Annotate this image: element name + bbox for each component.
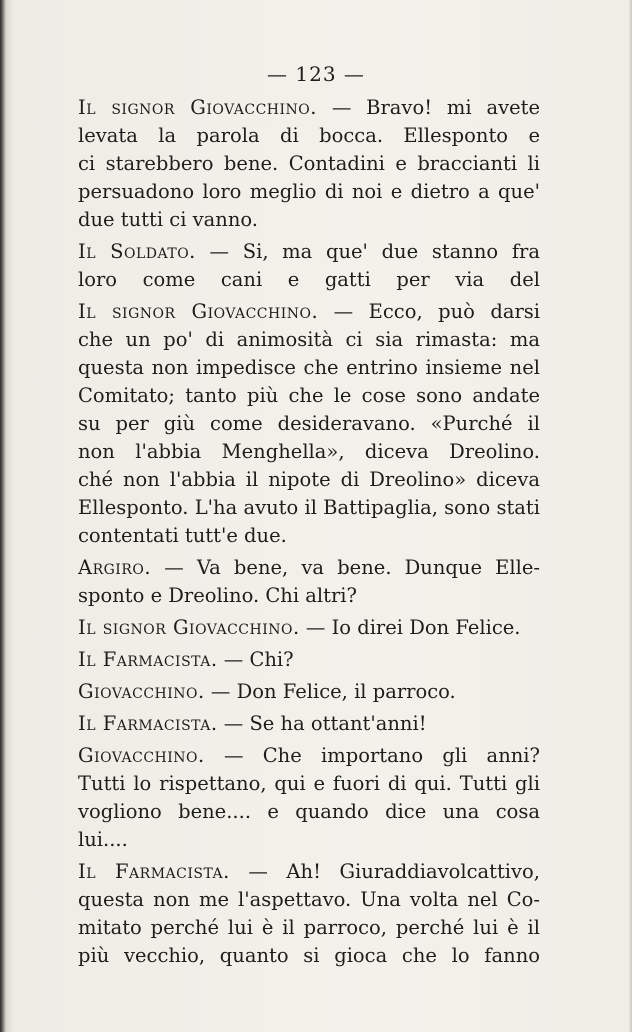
text-line [78, 710, 540, 738]
text-line: due tutti ci vanno. [78, 208, 258, 231]
text-line [78, 94, 540, 122]
speaker-name: Giovacchino. [78, 680, 205, 703]
text-line [78, 678, 540, 706]
speaker-name: Il signor Giovacchino. [78, 96, 317, 119]
dialogue-paragraph [78, 858, 540, 970]
dialogue-paragraph [78, 238, 540, 294]
page-number: — 123 — [267, 62, 365, 86]
line-text: — Ah! Giuraddiavolcattivo, [229, 860, 540, 883]
text-line: sponto e Dreolino. Chi altri? [78, 584, 357, 607]
text-body [78, 94, 540, 974]
text-line: Tutti lo rispettano, qui e fuori di qui. Tutti gli [78, 772, 540, 795]
text-line: su per giù come desideravano. «Purché il [78, 412, 540, 435]
text-line: loro come cani e gatti per via del [78, 268, 540, 291]
text-line: vogliono bene.... e quando dice una cosa [78, 800, 540, 823]
dialogue-paragraph [78, 646, 540, 674]
line-text: — Ecco, può darsi [318, 300, 540, 323]
text-line [78, 646, 540, 674]
text-line [78, 554, 540, 582]
text-line: Ellesponto. L'ha avuto il Battipaglia, sono stati [78, 496, 540, 519]
line-text: — Bravo! mi avete [316, 96, 540, 119]
dialogue-paragraph [78, 678, 540, 706]
speaker-name: Il Farmacista. [78, 648, 218, 671]
text-line: questa non me l'aspettavo. Una volta nel Co- [78, 888, 540, 911]
line-text: — Si, ma que' due stanno fra [195, 240, 540, 263]
text-line: più vecchio, quanto si gioca che lo fanno [78, 944, 540, 967]
text-line [78, 742, 540, 770]
text-line: che un po' di animosità ci sia rimasta: ma [78, 328, 540, 351]
dialogue-paragraph [78, 742, 540, 854]
line-text: — Chi? [217, 648, 294, 671]
line-text: — Se ha ottant'anni! [217, 712, 427, 735]
speaker-name: Argiro. [78, 556, 152, 579]
text-line: contentati tutt'e due. [78, 524, 287, 547]
speaker-name: Giovacchino. [78, 744, 205, 767]
speaker-name: Il Farmacista. [78, 712, 218, 735]
text-line: mitato perché lui è il parroco, perché lui è il [78, 916, 540, 939]
line-text: — Io direi Don Felice. [299, 616, 521, 639]
line-text: — Va bene, va bene. Dunque Elle- [151, 556, 540, 579]
text-line: Comitato; tanto più che le cose sono andate [78, 384, 540, 407]
speaker-name: Il signor Giovacchino. [78, 300, 319, 323]
text-line: non l'abbia Menghella», diceva Dreolino. [78, 440, 540, 463]
text-line [78, 298, 540, 326]
text-line: ché non l'abbia il nipote di Dreolino» diceva [78, 468, 540, 491]
text-line [78, 858, 540, 886]
dialogue-paragraph [78, 554, 540, 610]
text-line: ci starebbero bene. Contadini e braccianti li [78, 152, 540, 175]
text-line: lui.... [78, 828, 128, 851]
text-line: persuadono loro meglio di noi e dietro a que' [78, 180, 540, 203]
text-line [78, 614, 540, 642]
line-text: — Don Felice, il parroco. [204, 680, 456, 703]
speaker-name: Il Farmacista. [78, 860, 230, 883]
dialogue-paragraph [78, 94, 540, 234]
speaker-name: Il signor Giovacchino. [78, 616, 300, 639]
text-line: levata la parola di bocca. Ellesponto e [78, 124, 540, 147]
text-line: questa non impedisce che entrino insieme nel [78, 356, 540, 379]
dialogue-paragraph [78, 710, 540, 738]
speaker-name: Il Soldato. [78, 240, 196, 263]
text-line [78, 238, 540, 266]
dialogue-paragraph [78, 298, 540, 550]
line-text: — Che importano gli anni? [204, 744, 540, 767]
dialogue-paragraph [78, 614, 540, 642]
